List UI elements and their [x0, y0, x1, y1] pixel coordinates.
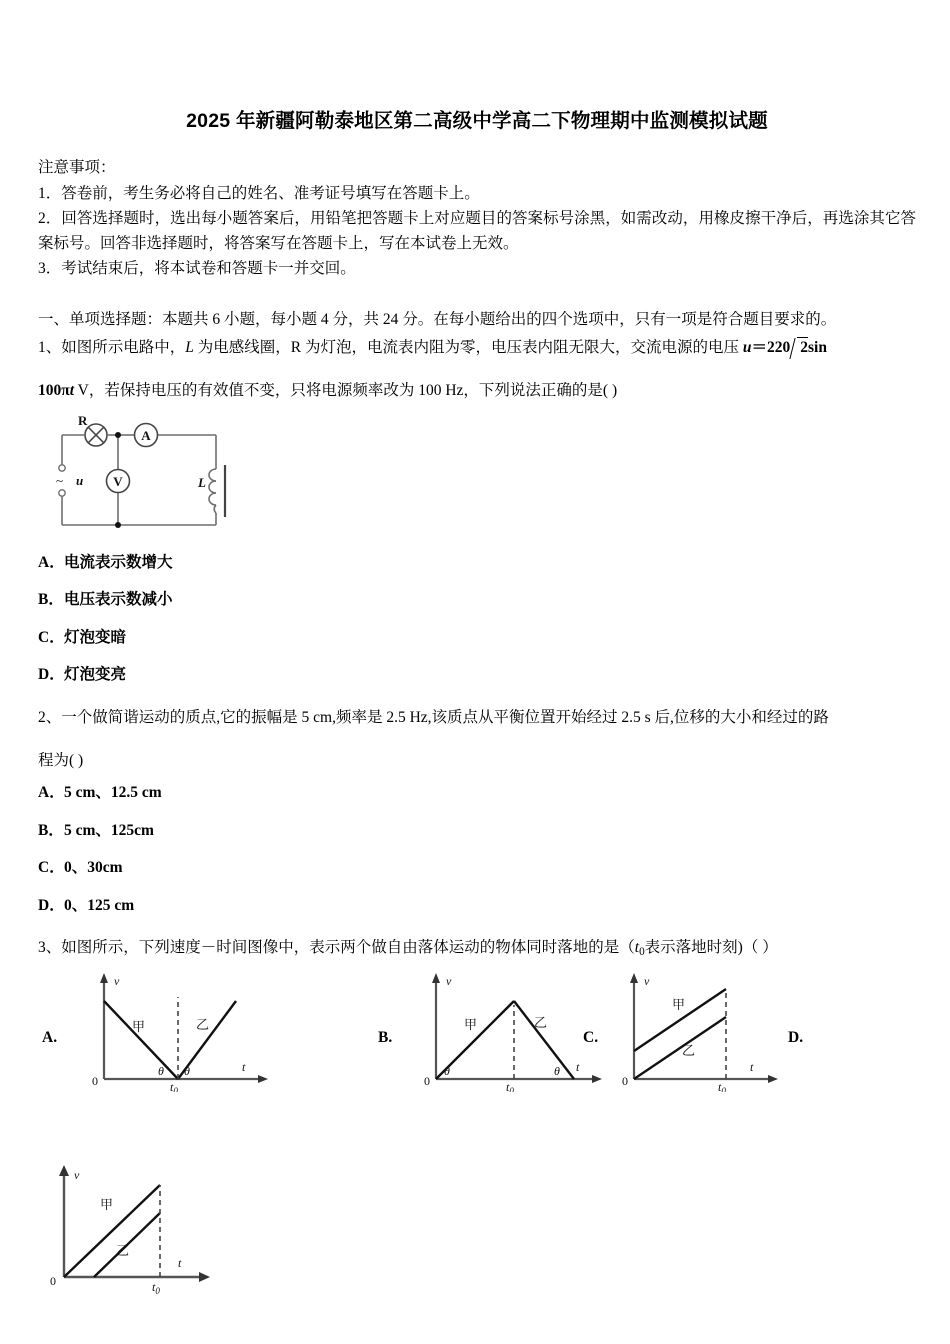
- inductor-coil: [209, 469, 216, 513]
- option-1c[interactable]: [38, 630, 916, 646]
- graph-b-theta-left: θ: [444, 1064, 450, 1079]
- question-1-eq: ＝220: [751, 338, 791, 356]
- graph-a-v-label: v: [114, 974, 120, 989]
- question-2-options: [38, 785, 916, 913]
- question-3-number: 3、: [38, 939, 62, 957]
- question-1-var-u: u: [742, 338, 752, 356]
- question-3-var-t: t: [634, 939, 640, 957]
- graph-b-theta-right: θ: [554, 1064, 560, 1079]
- graph-d-t-label: t: [178, 1256, 182, 1271]
- graph-b-t0: $t_0$: [506, 1080, 514, 1093]
- option-2c-label: C．: [38, 859, 65, 877]
- ac-source-symbol: ~: [56, 472, 64, 488]
- graph-c-svg: [610, 967, 790, 1092]
- graph-c-label-yi: 乙: [682, 1043, 696, 1059]
- graph-b-label-yi: 乙: [534, 1015, 548, 1031]
- notice-item-3: 3．考试结束后，将本试卷和答题卡一并交回。: [38, 259, 356, 277]
- option-2b[interactable]: [38, 823, 916, 839]
- question-1-stem-line2: [38, 378, 916, 403]
- question-3-stem: [38, 935, 916, 961]
- graph-b-t-label: t: [576, 1060, 580, 1075]
- graph-a-line-jia: [104, 1001, 178, 1079]
- question-1-stem: [38, 335, 916, 360]
- option-1d-text: 灯泡变亮: [64, 666, 127, 684]
- option-1a-label: A．: [38, 553, 65, 571]
- option-1a-text: 电流表示数增大: [64, 553, 173, 571]
- question-2-stem-line2: 程为( ): [38, 752, 84, 770]
- question-1-text-c: V，若保持电压的有效值不变，只将电源频率改为 100 Hz，下列说法正确的是( ): [74, 381, 618, 399]
- graph-b-line-yi: [514, 1001, 574, 1079]
- graph-choice-label-a[interactable]: A.: [42, 1029, 58, 1047]
- graph-b-origin: 0: [424, 1074, 430, 1089]
- graph-a-origin: 0: [92, 1074, 98, 1089]
- question-3-text-b: 表示落地时刻)（ ）: [644, 939, 778, 957]
- junction-dot-bottom: [115, 522, 121, 528]
- question-1-sqrt: 2: [791, 335, 808, 360]
- page-title: 2025 年新疆阿勒泰地区第二高级中学高二下物理期中监测模拟试题: [186, 110, 768, 132]
- graph-c-v-arrow: [630, 973, 638, 983]
- page-content: [38, 0, 916, 1307]
- question-1-sin: sin: [808, 338, 827, 356]
- graph-a-v-arrow: [100, 973, 108, 983]
- graph-a-svg: [74, 967, 274, 1092]
- option-2b-text: 5 cm、125cm: [64, 821, 154, 839]
- option-2a-label: A．: [38, 784, 65, 802]
- graph-d-svg: [38, 1157, 228, 1297]
- option-1b-text: 电压表示数减小: [64, 591, 173, 609]
- source-terminal-top: [59, 465, 65, 471]
- graph-c-line-yi: [634, 1017, 726, 1079]
- graph-d-v-label: v: [74, 1168, 80, 1183]
- option-2c-text: 0、30cm: [64, 859, 123, 877]
- question-3-text-a: 如图所示，下列速度－时间图像中，表示两个做自由落体运动的物体同时落地的是（: [61, 939, 635, 957]
- graph-choice-label-b[interactable]: B.: [378, 1029, 393, 1047]
- graph-d-label-yi: 乙: [116, 1243, 130, 1259]
- option-2a[interactable]: [38, 785, 916, 801]
- graph-d-t0: $t_0$: [152, 1280, 160, 1297]
- question-1-circuit-figure: [48, 413, 916, 543]
- graph-c-label-jia: 甲: [672, 997, 686, 1013]
- graph-b: [408, 967, 608, 1097]
- graph-c-t-arrow: [768, 1075, 778, 1083]
- junction-dot-top: [115, 432, 121, 438]
- option-1a[interactable]: [38, 555, 916, 571]
- graph-d-origin: 0: [50, 1274, 56, 1289]
- graph-a-t-arrow: [258, 1075, 268, 1083]
- graph-d-label-jia: 甲: [100, 1197, 114, 1213]
- ac-source-label: u: [76, 472, 84, 488]
- option-1b-label: B．: [38, 591, 64, 609]
- question-3-sub-0: 0: [639, 946, 645, 959]
- graph-d: [38, 1157, 228, 1302]
- graph-b-v-label: v: [446, 974, 452, 989]
- graph-b-svg: [408, 967, 608, 1092]
- circuit-diagram-svg: [48, 413, 248, 538]
- option-2c[interactable]: [38, 860, 916, 876]
- voltmeter-label: V: [113, 473, 123, 489]
- graph-c-t-label: t: [750, 1060, 754, 1075]
- graph-c: [610, 967, 790, 1097]
- question-1-text-a: 如图所示电路中，: [61, 338, 186, 356]
- option-2a-text: 5 cm、12.5 cm: [64, 784, 162, 802]
- question-1-freq: 100π: [38, 381, 70, 399]
- option-2d-label: D．: [38, 896, 65, 914]
- notice-item-2: 2．回答选择题时，选出每小题答案后，用铅笔把答题卡上对应题目的答案标号涂黑，如需改动，用橡皮擦干净后，再选涂其它答案标号。回答非选择题时，将答案写在答题卡上，写在本试卷上无效。: [38, 209, 916, 252]
- option-2b-label: B．: [38, 821, 64, 839]
- graph-a: [74, 967, 274, 1097]
- graph-d-t-arrow: [199, 1272, 210, 1282]
- graph-c-t0: $t_0$: [718, 1080, 726, 1093]
- section-heading: 一、单项选择题：本题共 6 小题，每小题 4 分，共 24 分。在每小题给出的四个选项中，只有一项是符合题目要求的。: [38, 310, 837, 328]
- option-1d-label: D．: [38, 666, 65, 684]
- question-1-text-b: 为电感线圈，R 为灯泡，电流表内阻为零，电压表内阻无限大，交流电源的电压: [193, 338, 743, 356]
- question-3-graph-row-2: [38, 1157, 916, 1307]
- option-1d[interactable]: [38, 667, 916, 683]
- graph-a-t0: $t_0$: [170, 1080, 178, 1093]
- question-2-text: 一个做简谐运动的质点,它的振幅是 5 cm,频率是 2.5 Hz,该质点从平衡位置开始经过 2.5 s 后,位移的大小和经过的路: [61, 708, 829, 726]
- question-2-number: 2、: [38, 708, 62, 726]
- graph-b-label-jia: 甲: [464, 1017, 478, 1033]
- graph-a-label-yi: 乙: [196, 1017, 210, 1033]
- option-2d-text: 0、125 cm: [64, 896, 135, 914]
- graph-a-theta-left: θ: [158, 1064, 164, 1079]
- notice-block: [38, 155, 916, 281]
- option-1c-label: C．: [38, 628, 65, 646]
- option-2d[interactable]: [38, 898, 916, 914]
- ammeter-label: A: [141, 427, 151, 443]
- inductor-label: L: [198, 474, 206, 490]
- question-3-graph-row-1: [38, 967, 916, 1095]
- question-1-var-t: t: [69, 381, 75, 399]
- lamp-label: R: [78, 412, 88, 428]
- graph-b-v-arrow: [432, 973, 440, 983]
- graph-a-theta-right: θ: [184, 1064, 190, 1079]
- graph-choice-label-d[interactable]: D.: [788, 1029, 804, 1047]
- source-terminal-bottom: [59, 490, 65, 496]
- graph-choice-label-c[interactable]: C.: [583, 1029, 599, 1047]
- question-1-number: 1、: [38, 338, 62, 356]
- option-1c-text: 灯泡变暗: [64, 628, 127, 646]
- graph-a-t-label: t: [242, 1060, 246, 1075]
- graph-d-v-arrow: [59, 1165, 69, 1176]
- notice-item-1: 1．答卷前，考生务必将自己的姓名、准考证号填写在答题卡上。: [38, 184, 480, 202]
- graph-c-origin: 0: [622, 1074, 628, 1089]
- graph-a-label-jia: 甲: [132, 1019, 146, 1035]
- question-1-var-L: L: [185, 338, 194, 356]
- graph-c-v-label: v: [644, 974, 650, 989]
- option-1b[interactable]: [38, 592, 916, 608]
- question-1-options: [38, 555, 916, 683]
- notice-heading: 注意事项：: [38, 159, 116, 177]
- graph-b-t-arrow: [592, 1075, 602, 1083]
- question-2-stem: [38, 705, 916, 730]
